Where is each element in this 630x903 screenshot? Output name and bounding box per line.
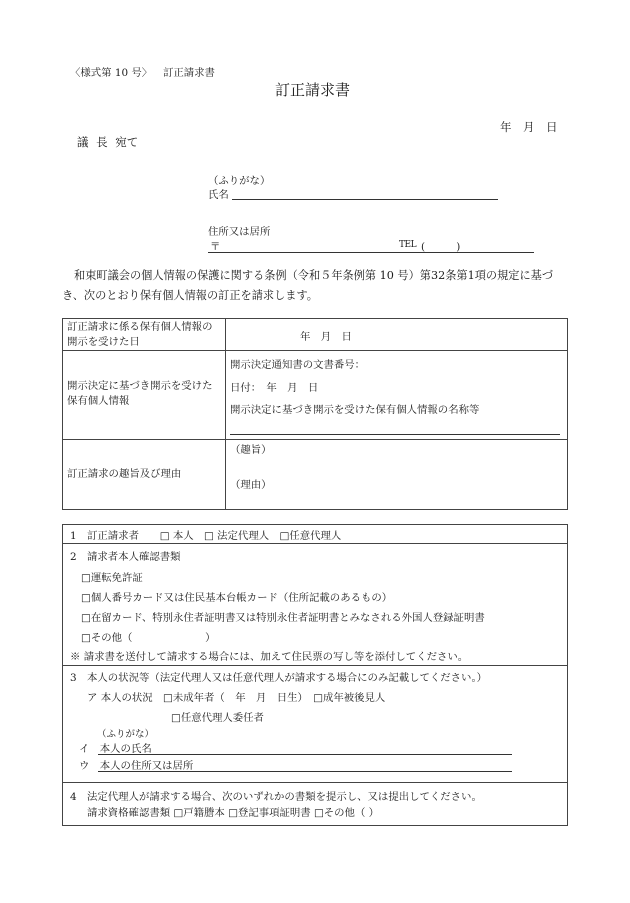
id-doc-option[interactable]: □在留カード、特別永住者証明書又は特別永住者証明書とみなされる外国人登録証明書 (81, 612, 485, 624)
principal-address-field[interactable] (98, 771, 512, 772)
postal-mark: 〒 (210, 241, 221, 253)
page-title: 訂正請求書 (275, 81, 351, 99)
row1-label: 訂正請求に係る保有個人情報の開示を受けた日 (67, 321, 213, 348)
date-field[interactable]: 年 月 日 (500, 120, 558, 134)
info-name-label: 開示決定に基づき開示を受けた保有個人情報の名称等 (230, 404, 480, 416)
row3-label: 訂正請求の趣旨及び理由 (67, 468, 182, 480)
principal-status-option[interactable]: □任意代理人委任者 (171, 712, 264, 724)
address-label: 住所又は居所 (208, 226, 271, 238)
principal-status-title: 3 本人の状況等（法定代理人又は任意代理人が請求する場合にのみ記載してください。） (70, 672, 488, 684)
address-field[interactable] (208, 252, 534, 253)
doc-number-field[interactable]: 開示決定通知書の文書番号： (230, 359, 366, 371)
principal-address-label: ウ 本人の住所又は居所 (79, 760, 194, 772)
table-row-divider (62, 665, 568, 666)
furigana-label: （ふりがな） (208, 175, 271, 187)
id-documents-title: 2 請求者本人確認書類 (70, 551, 181, 563)
id-doc-option[interactable]: □運転免許証 (81, 572, 143, 584)
name-field[interactable] (232, 199, 498, 200)
table-divider (225, 318, 226, 510)
table-row-divider (62, 439, 568, 440)
id-doc-option[interactable]: □個人番号カード又は住民基本台帳カード（住所記載のあるもの） (81, 592, 393, 604)
addressee: 議 長 宛て (77, 135, 139, 149)
form-caption: 訂正請求書 (163, 67, 215, 79)
legal-rep-documents[interactable]: 請求資格確認書類 □戸籍謄本 □登記事項証明書 □その他（ ） (87, 807, 380, 819)
legal-rep-title: 4 法定代理人が請求する場合、次のいずれかの書類を提示し、又は提出してください。 (70, 791, 482, 803)
tel-field[interactable]: ( ) (421, 241, 461, 253)
row2-date-field[interactable]: 日付： 年 月 日 (230, 382, 319, 394)
tel-label: TEL (399, 240, 417, 250)
info-name-field[interactable] (230, 434, 560, 435)
requester-type-options[interactable]: 1 訂正請求者 □ 本人 □ 法定代理人 □任意代理人 (70, 530, 342, 542)
row2-label: 開示決定に基づき開示を受けた保有個人情報 (67, 380, 213, 407)
table-row-divider (62, 782, 568, 783)
form-number: 〈様式第 10 号〉 (70, 67, 153, 79)
id-doc-note: ※ 請求書を送付して請求する場合には、加えて住民票の写し等を添付してください。 (70, 651, 469, 663)
principal-furigana-label: （ふりがな） (97, 729, 155, 740)
table-row-divider (62, 350, 568, 351)
principal-name-field[interactable] (98, 754, 512, 755)
purpose-field[interactable]: （趣旨） (230, 444, 272, 456)
id-doc-option[interactable]: □その他（ ） (81, 632, 216, 644)
row1-date-field[interactable]: 年 月 日 (300, 331, 352, 343)
reason-field[interactable]: （理由） (230, 479, 272, 491)
name-label: 氏名 (208, 189, 229, 201)
principal-status-options[interactable]: ア 本人の状況 □未成年者（ 年 月 日生） □成年被後見人 (87, 692, 386, 704)
principal-name-label: イ 本人の氏名 (79, 743, 152, 755)
intro-text: 和束町議会の個人情報の保護に関する条例（令和５年条例第 10 号）第32条第1項の規定に基づき、次のとおり保有個人情報の訂正を請求します。 (62, 269, 554, 302)
table-row-divider (62, 543, 568, 544)
